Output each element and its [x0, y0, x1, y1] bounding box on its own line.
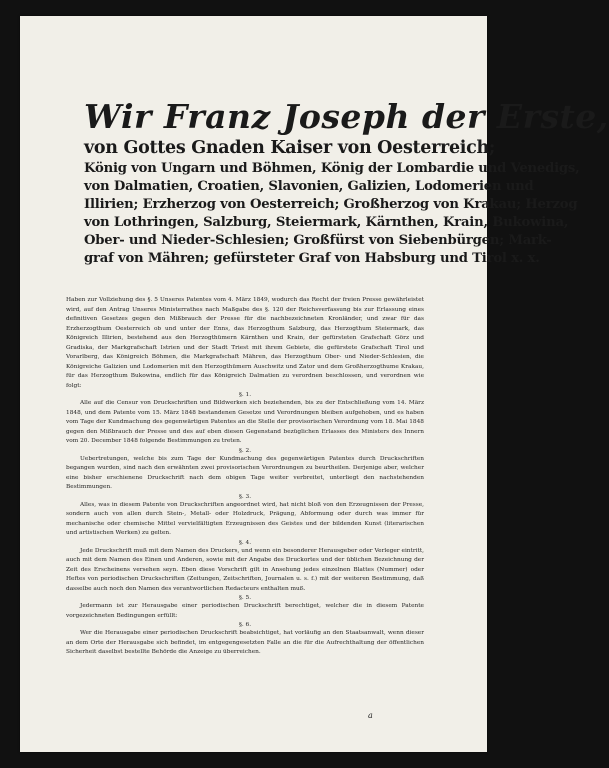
title-main: Wir Franz Joseph der Erste,: [84, 97, 609, 136]
section-number-6: §. 6.: [238, 622, 252, 628]
title-line-5: von Lothringen, Salzburg, Steiermark, Kärnthen, Krain, Bukowina,: [84, 215, 569, 230]
section-number-5: §. 5.: [238, 595, 252, 601]
title-line-2: König von Ungarn und Böhmen, König der Lombardie und Venedigs,: [84, 161, 580, 176]
title-line-4: Illirien; Erzherzog von Oesterreich; Großherzog von Krakau; Herzog: [84, 197, 578, 212]
signature-mark: a: [368, 711, 373, 720]
section-number-2: §. 2.: [238, 447, 252, 454]
title-line-1: von Gottes Gnaden Kaiser von Oesterreich;: [84, 138, 496, 158]
title-line-3: von Dalmatien, Croatien, Slavonien, Galizien, Lodomerien und: [84, 179, 534, 194]
title-block: [84, 97, 609, 268]
title-line-7: graf von Mähren; gefürsteter Graf von Habsburg und Tirol x. x.: [84, 251, 540, 266]
title-line-6: Ober- und Nieder-Schlesien; Großfürst von Siebenbürgen; Mark-: [84, 233, 552, 248]
section-text-4: Jede Druckschrift muß mit dem Namen des Druckers, und wenn ein besonderer Herausgeber oder Verleger eintritt, auch mit dem Namen des Einen und Anderen, sowie mit der Angabe des Druckortes und der üblichen Bezeichnung der Zeit des Erscheinens versehen seyn. Eben diese Vorschrift gilt in Ansehung jedes einzelnen Blattes (Nummer) oder Heftes von periodischen Druckschriften (Zeitungen, Zeitschriften, Journalen u. s. f.) mit der weiteren Bestimmung, daß dasselbe auch noch den Namen des verantwortlichen Redacteurs enthalten muß.: [66, 547, 424, 592]
section-number-1: §. 1.: [238, 392, 252, 398]
section-text-6: Wer die Herausgabe einer periodischen Druckschrift beabsichtiget, hat vorläufig an den Staatsanwalt, wenn dieser an dem Orte der Herausgabe sich befindet, im entgegengesetzten Falle an die für die Aufrechthaltung der öffentlichen Sicherheit daselbst bestellte Behörde die Anzeige zu überreichen.: [66, 630, 424, 655]
section-text-1: Alle auf die Censur von Druckschriften und Bildwerken sich beziehenden, bis zu der Entschließung vom 14. März 1848, und dem Patente vom 15. März 1848 bestandenen Gesetze und Verordnungen bleiben aufgehoben, und es haben vom Tage der Kundmachung des gegenwärtigen Patentes an die Stelle der provisorischen Verordnung vom 18. Mai 1848 gegen den Mißbrauch der Presse und des auf eben diesen Gegenstand bezüglichen Erlasses des Ministers des Innern vom 20. December 1848 folgende Bestimmungen zu treten.: [66, 400, 424, 444]
decree-body: [66, 296, 424, 658]
preamble-paragraph: Haben zur Vollziehung des §. 5 Unseres Patentes vom 4. März 1849, wodurch das Recht der freien Presse gewährleistet wird, auf den Antrag Unseres Ministerrathes nach Maßgabe des §. 120 der Reichsverfassung bis zur Erlassung eines definitiven Gesetzes gegen den Mißbrauch der Presse für die nachbezeichneten Kronländer, und zwar für das Erzherzogthum Oesterreich ob und unter der Enns, das Herzogthum Salzburg, das Herzogthum Steiermark, das Königreich Illirien, bestehend aus den Herzogthümern Kärnthen und Krain, der gefürsteten Grafschaft Görz und Gradiska, der Markgrafschaft Istrien und der Stadt Triest mit ihrem Gebiete, die gefürstete Grafschaft Tirol und Vorarlberg, das Königreich Böhmen, die Markgrafschaft Mähren, das Herzogthum Ober- und Nieder-Schlesien, die Königreiche Galizien und Lodomerien mit den Herzogthümern Auschwitz und Zator und dem Großherzogthume Krakau, für das Herzogthum Bukowina, endlich für das Königreich Dalmatien zu verordnen beschlossen, und verordnen wie folgt:: [66, 297, 424, 389]
section-number-3: §. 3.: [238, 493, 252, 500]
section-text-3: Alles, was in diesem Patente von Druckschriften angeordnet wird, hat nicht bloß von den Erzeugnissen der Presse, sondern auch von allen durch Stein-, Metall- oder Holzdruck, Prägung, Abformung oder durch was immer für mechanische oder chemische Mittel vervielfältigten Erzeugnissen des Geistes und der bildenden Kunst (literarischen und artistischen Werken) zu gelten.: [66, 501, 424, 536]
section-text-5: Jedermann ist zur Herausgabe einer periodischen Druckschrift berechtiget, welcher die in diesem Patente vorgezeichneten Bedingungen erfüllt:: [66, 603, 424, 619]
section-text-2: Uebertretungen, welche bis zum Tage der Kundmachung des gegenwärtigen Patentes durch Druckschriften begangen wurden, sind nach den erwähnten zwei provisorischen Verordnungen zu beurtheilen. Derjenige aber, welcher eine bisher erschienene Druckschrift nach dem obigen Tage weiter verbreitet, unterliegt den nachstehenden Bestimmungen.: [66, 455, 424, 490]
section-number-4: §. 4.: [238, 539, 252, 546]
